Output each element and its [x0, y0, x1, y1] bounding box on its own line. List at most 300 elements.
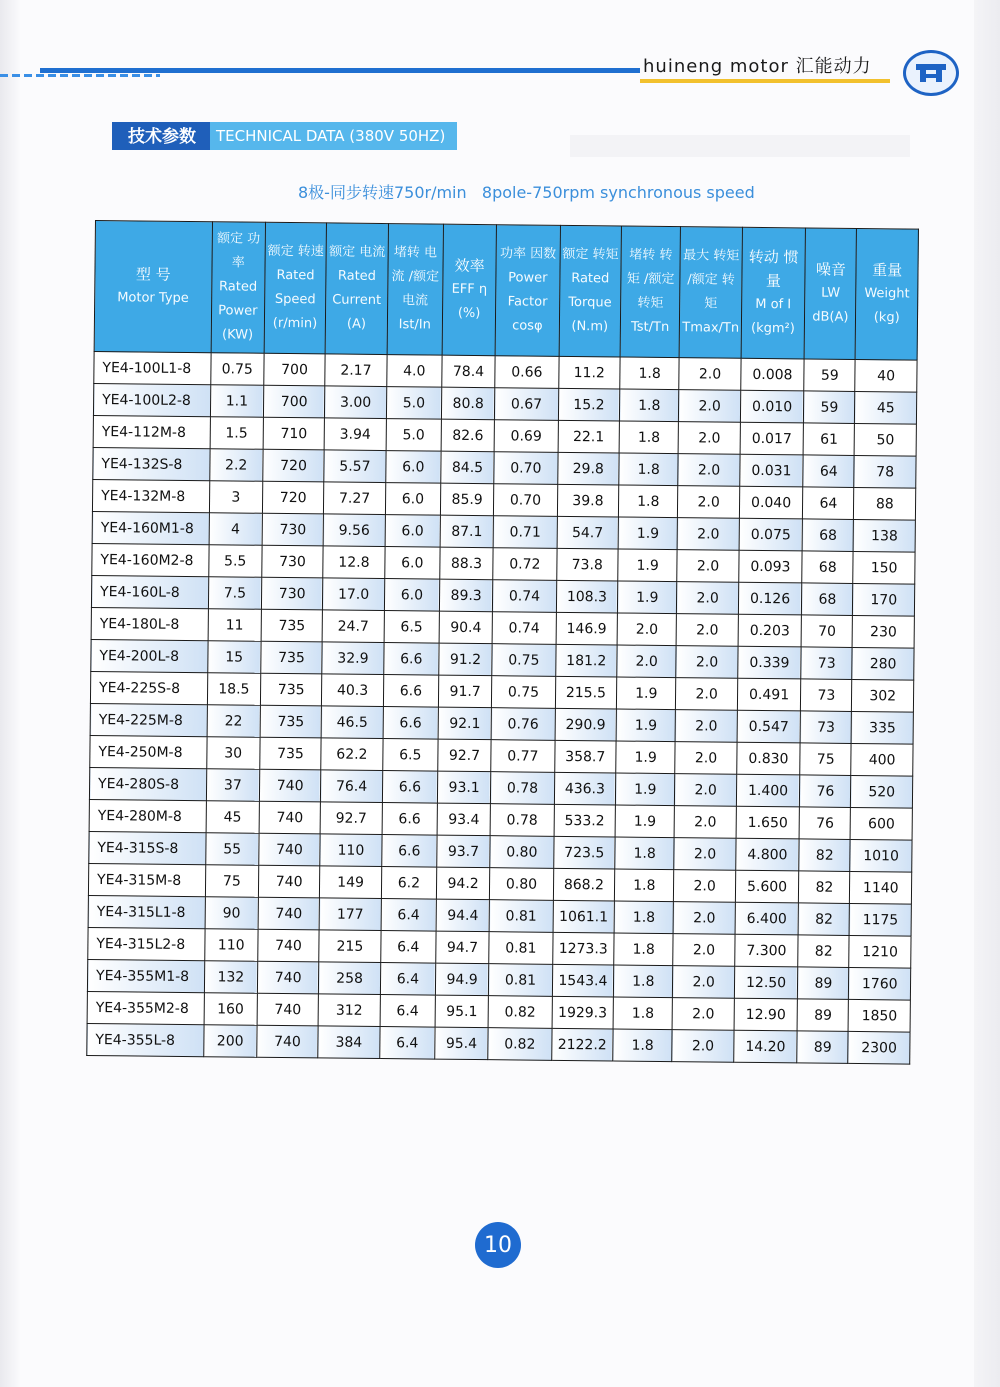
column-header-cn: 最大 转矩 /额定 转矩 [683, 248, 740, 312]
table-cell: 6.0 [384, 547, 440, 580]
column-header-cn: 型 号 [135, 265, 171, 284]
table-cell: 1.400 [736, 774, 800, 807]
table-cell: 384 [318, 1026, 380, 1059]
table-cell: 160 [204, 993, 258, 1026]
table-cell: 1.8 [614, 869, 674, 902]
table-cell: 1.8 [619, 389, 679, 422]
motor-type-cell: YE4-355M2-8 [87, 991, 204, 1024]
table-cell: 89 [797, 999, 849, 1032]
table-cell: 1543.4 [552, 964, 614, 997]
table-cell: 5.0 [386, 387, 442, 420]
table-cell: 94.9 [435, 963, 489, 996]
table-cell: 3 [209, 481, 263, 514]
table-cell: 740 [257, 993, 319, 1026]
table-cell: 230 [853, 615, 915, 648]
table-cell: 1010 [850, 839, 912, 872]
table-cell: 0.70 [494, 484, 558, 517]
table-cell: 6.4 [380, 963, 436, 996]
table-cell: 0.81 [489, 964, 553, 997]
table-cell: 6.0 [384, 579, 440, 612]
table-cell: 0.81 [489, 932, 553, 965]
column-header [264, 222, 327, 354]
table-cell: 2.0 [679, 390, 741, 423]
table-cell: 88.3 [440, 547, 494, 580]
motor-type-cell: YE4-355M1-8 [87, 959, 204, 992]
table-cell: 2.0 [678, 486, 740, 519]
table-cell: 0.830 [737, 742, 801, 775]
table-cell: 150 [853, 551, 915, 584]
table-cell: 2122.2 [551, 1028, 613, 1061]
table-cell: 5.0 [386, 419, 442, 452]
motor-type-cell: YE4-315S-8 [89, 831, 206, 864]
table-cell: 15 [207, 641, 261, 674]
table-cell: 0.66 [495, 356, 559, 389]
table-cell: 0.126 [738, 582, 802, 615]
table-cell: 0.76 [491, 708, 555, 741]
table-cell: 1.650 [736, 806, 800, 839]
table-cell: 1.8 [619, 453, 679, 486]
table-cell: 4 [209, 513, 263, 546]
column-header [680, 227, 743, 359]
table-cell: 88 [854, 487, 916, 520]
table-cell: 2.0 [678, 518, 740, 551]
table-cell: 45 [206, 801, 260, 834]
table-cell: 2.0 [676, 614, 738, 647]
table-cell: 149 [320, 866, 382, 899]
table-cell: 0.017 [740, 422, 804, 455]
table-cell: 84.5 [441, 451, 495, 484]
table-cell: 55 [205, 833, 259, 866]
right-page-edge [974, 0, 1000, 1387]
column-header [804, 228, 857, 360]
column-header-en: Rated Torque (N.m) [568, 270, 612, 335]
table-cell: 1.9 [615, 773, 675, 806]
table-cell: 0.203 [738, 614, 802, 647]
table-cell: 89 [798, 967, 850, 1000]
table-cell: 6.4 [379, 1027, 435, 1060]
table-cell: 723.5 [553, 836, 615, 869]
motor-type-cell: YE4-280M-8 [89, 799, 206, 832]
table-cell: 4.800 [736, 838, 800, 871]
table-cell: 0.75 [210, 353, 264, 386]
table-cell: 358.7 [554, 740, 616, 773]
column-header-en: Rated Speed (r/min) [272, 267, 318, 332]
table-cell: 730 [262, 545, 324, 578]
table-cell: 700 [264, 353, 326, 386]
page-number-badge: 10 [475, 1222, 521, 1268]
table-cell: 92.7 [438, 739, 492, 772]
table-cell: 735 [260, 705, 322, 738]
table-cell: 14.20 [734, 1030, 798, 1063]
table-cell: 85.9 [440, 483, 494, 516]
table-cell: 32.9 [322, 642, 384, 675]
motor-type-cell: YE4-355L-8 [87, 1023, 204, 1056]
left-page-edge [0, 0, 20, 1387]
table-cell: 2.0 [675, 710, 737, 743]
table-cell: 61 [803, 423, 855, 456]
motor-type-cell: YE4-160M1-8 [92, 511, 209, 544]
table-cell: 1.8 [618, 485, 678, 518]
table-cell: 720 [263, 449, 325, 482]
header-gold-line [640, 79, 890, 83]
table-cell: 520 [851, 775, 913, 808]
table-cell: 2.0 [672, 1030, 734, 1063]
section-title-bar [112, 122, 457, 150]
table-cell: 600 [851, 807, 913, 840]
table-cell: 335 [852, 711, 914, 744]
table-cell: 2.2 [209, 449, 263, 482]
table-cell: 258 [319, 962, 381, 995]
table-cell: 93.7 [437, 835, 491, 868]
table-cell: 80.8 [441, 387, 495, 420]
column-header-cn: 额定 电流 [329, 244, 386, 261]
column-header [325, 223, 388, 355]
table-cell: 0.093 [739, 550, 803, 583]
column-header-en: Weight (kg) [864, 286, 910, 326]
table-cell: 1061.1 [553, 900, 615, 933]
table-cell: 2.0 [679, 422, 741, 455]
column-header-cn: 额定 功率 [216, 231, 261, 271]
table-cell: 0.008 [741, 358, 805, 391]
table-cell: 730 [262, 513, 324, 546]
header-dashed-line [0, 74, 160, 77]
table-cell: 146.9 [556, 612, 618, 645]
column-header [94, 221, 212, 353]
table-cell: 2.0 [679, 358, 741, 391]
table-cell: 17.0 [323, 578, 385, 611]
table-cell: 78 [854, 455, 916, 488]
table-cell: 1.9 [616, 677, 676, 710]
table-cell: 1.8 [613, 965, 673, 998]
table-cell: 6.5 [384, 611, 440, 644]
table-cell: 0.075 [739, 518, 803, 551]
table-cell: 2.0 [676, 646, 738, 679]
table-cell: 6.4 [380, 995, 436, 1028]
table-cell: 1.1 [210, 385, 264, 418]
table-cell: 0.74 [493, 580, 557, 613]
table-cell: 6.4 [380, 931, 436, 964]
column-header-cn: 额定 转速 [267, 243, 324, 260]
table-cell: 700 [263, 385, 325, 418]
table-cell: 15.2 [558, 388, 620, 421]
table-cell: 75 [800, 743, 852, 776]
motor-type-cell: YE4-280S-8 [89, 767, 206, 800]
table-cell: 1.8 [613, 1029, 673, 1062]
table-cell: 6.0 [385, 451, 441, 484]
table-subtitle: 8极-同步转速750r/min 8pole-750rpm synchronous speed [298, 183, 755, 202]
table-cell: 2.17 [325, 354, 387, 387]
motor-type-cell: YE4-160L-8 [91, 575, 208, 608]
column-header [211, 222, 266, 354]
table-cell: 7.27 [324, 482, 386, 515]
table-cell: 6.6 [383, 707, 439, 740]
table-cell: 68 [802, 583, 854, 616]
table-cell: 95.1 [435, 995, 489, 1028]
table-cell: 730 [261, 577, 323, 610]
table-cell: 70 [801, 615, 853, 648]
table-cell: 170 [853, 583, 915, 616]
table-cell: 2.0 [673, 934, 735, 967]
table-cell: 110 [204, 929, 258, 962]
motor-type-cell: YE4-100L2-8 [93, 383, 210, 416]
table-cell: 0.491 [737, 678, 801, 711]
table-cell: 7.300 [735, 934, 799, 967]
table-cell: 95.4 [435, 1027, 489, 1060]
table-cell: 200 [203, 1025, 257, 1058]
table-cell: 93.1 [437, 771, 491, 804]
table-cell: 312 [318, 994, 380, 1027]
table-cell: 0.67 [495, 388, 559, 421]
table-cell: 11.2 [558, 356, 620, 389]
table-cell: 735 [260, 673, 322, 706]
table-cell: 0.74 [492, 612, 556, 645]
table-cell: 533.2 [554, 804, 616, 837]
table-cell: 82 [798, 935, 850, 968]
table-cell: 740 [259, 769, 321, 802]
motor-type-cell: YE4-160M2-8 [92, 543, 209, 576]
table-cell: 436.3 [554, 772, 616, 805]
table-cell: 93.4 [437, 803, 491, 836]
motor-type-cell: YE4-315L1-8 [88, 895, 205, 928]
table-cell: 5.57 [324, 450, 386, 483]
table-cell: 73 [800, 711, 852, 744]
column-header-cn: 效率 [454, 256, 485, 276]
table-cell: 1.5 [210, 417, 264, 450]
technical-data-table [86, 220, 919, 1065]
table-cell: 1850 [848, 999, 910, 1032]
table-cell: 7.5 [208, 577, 262, 610]
table-cell: 0.040 [739, 486, 803, 519]
table-cell: 0.78 [490, 804, 554, 837]
table-cell: 0.339 [738, 646, 802, 679]
table-cell: 75 [205, 865, 259, 898]
column-header [387, 224, 444, 356]
table-cell: 280 [852, 647, 914, 680]
table-cell: 740 [259, 801, 321, 834]
table-cell: 18.5 [207, 673, 261, 706]
table-cell: 2.0 [673, 966, 735, 999]
table-cell: 22.1 [558, 420, 620, 453]
table-cell: 6.6 [382, 771, 438, 804]
table-cell: 740 [257, 961, 319, 994]
table-cell: 1.8 [614, 933, 674, 966]
table-cell: 40.3 [322, 674, 384, 707]
table-cell: 400 [851, 743, 913, 776]
table-cell: 3.94 [324, 418, 386, 451]
table-cell: 735 [260, 737, 322, 770]
table-cell: 740 [258, 897, 320, 930]
table-cell: 24.7 [322, 610, 384, 643]
table-cell: 2.0 [617, 613, 677, 646]
table-cell: 45 [855, 391, 917, 424]
table-cell: 73 [801, 647, 853, 680]
table-cell: 30 [206, 737, 260, 770]
section-title-cn: 技术参数 [112, 122, 210, 150]
table-cell: 1760 [849, 967, 911, 1000]
table-cell: 132 [204, 961, 258, 994]
table-cell: 2.0 [674, 838, 736, 871]
table-cell: 302 [852, 679, 914, 712]
table-cell: 0.81 [489, 900, 553, 933]
table-cell: 1175 [850, 903, 912, 936]
table-cell: 22 [207, 705, 261, 738]
table-cell: 740 [258, 929, 320, 962]
table-cell: 215.5 [555, 676, 617, 709]
column-header-en: Tmax/Tn [682, 320, 740, 336]
table-cell: 740 [257, 1025, 319, 1058]
table-cell: 94.4 [436, 899, 490, 932]
brand-name: huineng motor 汇能动力 [643, 56, 872, 77]
table-cell: 9.56 [323, 514, 385, 547]
table-cell: 39.8 [557, 484, 619, 517]
table-cell: 89 [797, 1031, 849, 1064]
table-cell: 37 [206, 769, 260, 802]
column-header-en: M of I (kgm²) [750, 296, 795, 337]
table-cell: 735 [261, 609, 323, 642]
table-cell: 108.3 [556, 580, 618, 613]
table-cell: 290.9 [555, 708, 617, 741]
table-cell: 59 [804, 391, 856, 424]
table-cell: 82 [799, 839, 851, 872]
table-cell: 0.010 [740, 390, 804, 423]
table-cell: 90.4 [439, 611, 493, 644]
table-cell: 6.4 [381, 899, 437, 932]
table-cell: 59 [804, 359, 856, 392]
table-cell: 89.3 [439, 579, 493, 612]
table-cell: 2.0 [674, 806, 736, 839]
column-header [559, 225, 622, 357]
table-cell: 0.72 [493, 548, 557, 581]
table-cell: 0.75 [492, 676, 556, 709]
table-cell: 54.7 [557, 516, 619, 549]
table-cell: 0.80 [490, 836, 554, 869]
table-cell: 92.7 [320, 802, 382, 835]
table-cell: 94.7 [436, 931, 490, 964]
column-header-en: Rated Current (A) [332, 268, 382, 332]
table-cell: 1.8 [620, 357, 680, 390]
table-cell: 64 [803, 487, 855, 520]
table-cell: 76 [800, 775, 852, 808]
motor-type-cell: YE4-250M-8 [90, 735, 207, 768]
table-cell: 1.9 [618, 517, 678, 550]
table-cell: 73.8 [556, 548, 618, 581]
column-header-cn: 堵转 转矩 /额定 转矩 [626, 247, 675, 311]
table-cell: 82.6 [441, 419, 495, 452]
table-cell: 6.6 [383, 643, 439, 676]
table-cell: 12.8 [323, 546, 385, 579]
table-cell: 76 [799, 807, 851, 840]
table-cell: 1.8 [619, 421, 679, 454]
table-cell: 215 [319, 930, 381, 963]
table-cell: 6.0 [385, 515, 441, 548]
table-cell: 6.6 [382, 803, 438, 836]
bleed-through-shadow [570, 135, 910, 157]
table-cell: 12.50 [734, 966, 798, 999]
table-cell: 2.0 [672, 998, 734, 1031]
table-cell: 46.5 [321, 706, 383, 739]
table-cell: 138 [854, 519, 916, 552]
table-cell: 90 [205, 897, 259, 930]
motor-type-cell: YE4-225M-8 [90, 703, 207, 736]
column-header-cn: 功率 因数 [499, 246, 557, 262]
table-cell: 12.90 [734, 998, 798, 1031]
table-cell: 720 [262, 481, 324, 514]
table-cell: 3.00 [325, 386, 387, 419]
table-cell: 0.77 [491, 740, 555, 773]
table-cell: 0.031 [740, 454, 804, 487]
table-cell: 64 [803, 455, 855, 488]
table-cell: 4.0 [386, 355, 442, 388]
motor-type-cell: YE4-315L2-8 [88, 927, 205, 960]
table-cell: 87.1 [440, 515, 494, 548]
table-cell: 5.600 [735, 870, 799, 903]
column-header [495, 225, 560, 357]
table-cell: 740 [259, 833, 321, 866]
motor-type-cell: YE4-132S-8 [93, 447, 210, 480]
header-blue-line [40, 68, 640, 73]
motor-type-cell: YE4-315M-8 [88, 863, 205, 896]
table-cell: 2.0 [677, 550, 739, 583]
table-cell: 1.8 [613, 997, 673, 1030]
table-cell: 177 [319, 898, 381, 931]
table-cell: 1.9 [616, 741, 676, 774]
table-cell: 2300 [848, 1031, 910, 1064]
section-title-en: TECHNICAL DATA (380V 50HZ) [210, 122, 457, 150]
table-cell: 0.69 [494, 420, 558, 453]
column-header-en: Ist/In [398, 317, 431, 333]
table-cell: 68 [802, 519, 854, 552]
motor-type-cell: YE4-225S-8 [90, 671, 207, 704]
table-cell: 0.71 [493, 516, 557, 549]
table-cell: 1929.3 [552, 996, 614, 1029]
motor-type-cell: YE4-100L1-8 [94, 351, 211, 384]
table-cell: 82 [798, 903, 850, 936]
column-header-en: Tst/Tn [630, 319, 670, 336]
table-cell: 91.7 [438, 675, 492, 708]
table-cell: 1.9 [615, 805, 675, 838]
table-cell: 2.0 [675, 742, 737, 775]
table-cell: 868.2 [553, 868, 615, 901]
table-cell: 0.547 [737, 710, 801, 743]
table-cell: 76.4 [321, 770, 383, 803]
table-cell: 62.2 [321, 738, 383, 771]
table-cell: 2.0 [678, 454, 740, 487]
table-body [87, 351, 917, 1064]
table-cell: 1210 [849, 935, 911, 968]
column-header-cn: 重量 [872, 261, 903, 280]
table-cell: 91.2 [439, 643, 493, 676]
column-header-cn: 额定 转矩 [562, 246, 619, 263]
table-cell: 82 [799, 871, 851, 904]
huineng-logo-icon [903, 50, 959, 96]
table-cell: 0.78 [491, 772, 555, 805]
table-cell: 40 [855, 359, 917, 392]
table-cell: 181.2 [555, 644, 617, 677]
table-cell: 2.0 [676, 678, 738, 711]
column-header-en: EFF η (%) [451, 281, 488, 322]
table-cell: 735 [261, 641, 323, 674]
column-header-en: LW dB(A) [812, 285, 849, 325]
table-cell: 94.2 [436, 867, 490, 900]
table-cell: 11 [208, 609, 262, 642]
table-cell: 6.400 [735, 902, 799, 935]
motor-type-cell: YE4-180L-8 [91, 607, 208, 640]
column-header-cn: 堵转 电流 /额定 电流 [391, 245, 440, 309]
table-cell: 1.9 [616, 709, 676, 742]
table-cell: 1.8 [614, 901, 674, 934]
motor-type-cell: YE4-200L-8 [91, 639, 208, 672]
column-header-en: Rated Power (KW) [218, 279, 258, 343]
